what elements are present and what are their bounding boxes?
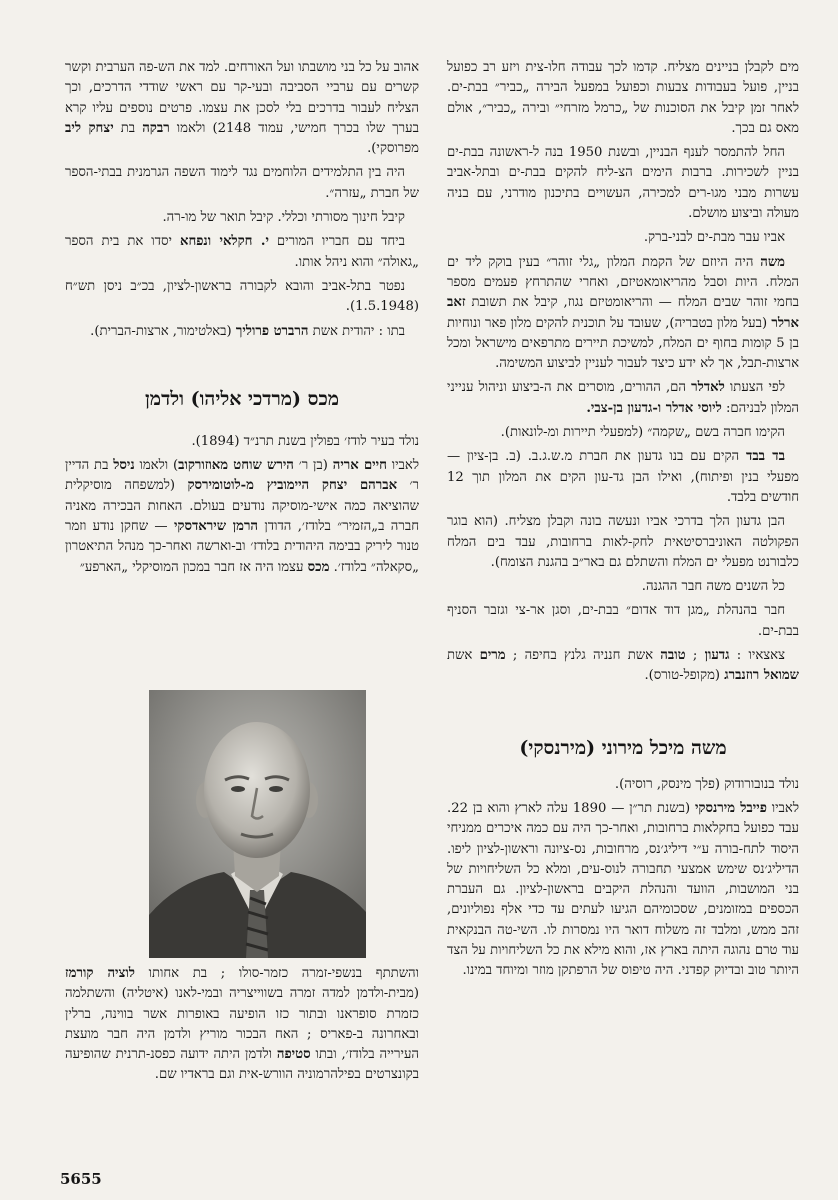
paragraph: הקימו חברה בשם „שקמה״ (למפעלי תיירות ומ-לונאות). bbox=[500, 425, 785, 441]
text: היה היוזם של הקמת המלון „גלי זוהר״ בעין בוקק ליד ים המלח. היות וסבל מהריאומאטיזם, ואחרי שהתרחץ פעמים מספר בחמי זוהר שבים המלח — והריאומטיזם נגוז, קיבל את תשובת bbox=[447, 254, 799, 311]
person-name: הרמן שיראדסקי bbox=[173, 519, 259, 535]
person-name: הירש שוחט מאוזורקוב bbox=[178, 458, 294, 474]
text: ) ולאמו bbox=[134, 458, 179, 474]
paragraph: כל השנים משה חבר ההגנה. bbox=[641, 579, 785, 595]
section-heading: משה מיכל מירוני (מירנסקי) bbox=[519, 736, 727, 759]
person-name: ליוסי אדלר ו-גדעון בן-צבי. bbox=[586, 400, 722, 416]
person-name: רבקה bbox=[142, 120, 170, 136]
paragraph bbox=[447, 799, 799, 982]
paragraph: נולד בעיר לודז׳ בפולין בשנת תרנ״ד (1894). bbox=[191, 433, 419, 449]
text: לפי הצעתו bbox=[724, 380, 785, 396]
paragraph bbox=[447, 378, 799, 419]
text: הקים עם בנו גדעון את חברת מ.ש.ג.ב. (ב. בן-ציון — מפעלי בנין ופיתוח), ואילו הבן גד-עון הקים את המלון תוך 12 חודשים בלבד. bbox=[447, 449, 799, 505]
text: והשתתף בנשפי-זמרה כזמר-סולו ; בת אחותו bbox=[134, 966, 419, 981]
person-name: מרים bbox=[479, 648, 506, 664]
text: הם, ההורים, מוסרים את ה-ביצוע וניהול ענייני המלון לבניהם: bbox=[447, 380, 799, 416]
text: ולדמן היתה ידועה כפסנ-תרנית שהופיעה בקונצרטים בפילהרמוניה הוורש-אית וגם בראדיו שם. bbox=[65, 1047, 419, 1083]
paragraph: נולד בנובורודוק (פלך מינסק, רוסיה). bbox=[614, 776, 799, 792]
person-name: פייבל מירנסקי bbox=[694, 800, 767, 816]
text: בתו : יהודית אשת bbox=[308, 323, 405, 339]
left-column-continuation bbox=[65, 964, 419, 1086]
person-name: מכס bbox=[307, 559, 330, 575]
paragraph bbox=[65, 58, 419, 159]
person-name: לוציה קורמז bbox=[65, 966, 135, 981]
label: צאצאיו : bbox=[729, 648, 786, 664]
paragraph bbox=[65, 232, 419, 273]
paragraph: אביו עבר מבת-ים לבני-ברק. bbox=[643, 230, 785, 246]
text: יסדו את בית הספר „גאולה״ והוא ניהל אותו. bbox=[65, 234, 419, 270]
left-column bbox=[65, 58, 419, 582]
paragraph: מים לקבלן בניינים מצליח. קדמו לכך עבודה חלו-צית ויזע רב כפועל בניין, פועל בעבודות צבעות וכפועל במפעל הבירה „כביר״ בבת-ים. לאחר זמן קיבל את הסוכנות של „כרמל מזרחי״ ובירה „כביר״, אולם מאס גם בכך. bbox=[447, 60, 799, 136]
text: (באלטימור, ארצות-הברית). bbox=[90, 323, 236, 339]
text: אשת חנניה גלנץ בחיפה ; bbox=[505, 648, 661, 664]
section-heading: מכס (מרדכי אליהו) ולדמן bbox=[144, 387, 340, 410]
person-name: זאב ארלר bbox=[447, 295, 799, 331]
text: אשת bbox=[447, 648, 480, 664]
text: ביחד עם חבריו המורים bbox=[268, 234, 405, 250]
text: עצמו היה אז חבר במכון המוסיקלי „הארפע״ bbox=[79, 559, 308, 575]
paragraph: היה בין התלמידים הלוחמים נגד לימוד השפה הגרמנית בבתי-הספר של חברת „עזרה״. bbox=[65, 165, 419, 201]
person-name: חיים אריה bbox=[332, 458, 387, 474]
person-name: סטיפה bbox=[276, 1047, 311, 1063]
text: לאביו bbox=[386, 458, 419, 474]
text: בת bbox=[113, 120, 143, 136]
paragraph bbox=[65, 964, 419, 1086]
person-name: גדעון bbox=[704, 648, 730, 664]
person-name: הרברט פרוליך bbox=[235, 323, 309, 339]
paragraph bbox=[447, 253, 799, 375]
paragraph bbox=[447, 447, 799, 508]
text: — שחקן נודע וזמר טנור ליריק בבימה היהודית בלודז׳ וב-וארשה ואחר-כך מנהל התיאטרון „סקאלה״ בלודז׳. bbox=[65, 519, 419, 575]
text: (בשנת תר״ן — 1890 עלה לארץ והוא בן 22. עבד כפועל בחקלאות ברחובות, ואחר-כך היה עם כמה איכרים ממניחי היסוד לתח-בורה ע״י דיליג׳נס, מרחובות, נס-ציונה וראשון-לציון ליפו. הדיליג׳נס שימש אמצעי תחבורה לנוס-עים, ומלא כל השליחויות של בני המושבות, הוועד והנהלת היקבים בראשון-לציון. גם העברת הכספים במזומנים, שסכומיהם הגיעו לעתים עד כדי אלף נפוליונים, זהב ממש, ומלבד זה משלוח דואר היו נמסרות לו. השי-טה הבנקאית עוד טרם נהוגה היתה בארץ אז, והוא מילא את כל השליחויות על הצד היותר טוב ובדיוק קפדני. היה טיפוס של הרפתקן מוזר ומיוחד במינו. bbox=[447, 800, 799, 979]
person-name: טובה bbox=[660, 648, 686, 664]
paragraph: חבר בהנהלת „מגן דוד אדום״ בבת-ים, וסגן אר-צי וגזבר הסניף בבת-ים. bbox=[447, 603, 799, 639]
emphasis: בד בבד bbox=[745, 449, 785, 465]
text: (מבית-ולדמן למדה זמרה בשווייצריה ובמי-לאנו (איטליה) והשתלמה כזמרת סופראנו ובתור כזו הופיעה באופרות אשר בווינה, ברלין ובאחרונה ב-פאריס ; האח הבכור מוריץ ולדמן היה חבר מועצת העירייה בלודז׳, ובתו bbox=[65, 986, 419, 1063]
paragraph bbox=[65, 456, 419, 578]
portrait-photo bbox=[149, 690, 366, 958]
paragraph: החל להתמסר לענף הבניין, ובשנת 1950 בנה ל-ראשונה בבת-ים בניין לשכירות. ברבות הימים הצ-ליח להקים בבת-ים ובתל-אביב עשרות מבני מגו-רים למכירה, העשויים בתיכנון מודרני, עם בניה מעולה וביצוע מושלם. bbox=[447, 145, 799, 222]
text: בת הדיין ר׳ bbox=[65, 458, 420, 494]
text: ; bbox=[685, 648, 705, 664]
text: (למשפחה מוסיקלית שהוציאה כמה אישי-מוסיקה נודעים בעולם. האחות הבכירה מאניה חברה ב„הזמיר״ בלודז׳, הדודן bbox=[65, 478, 419, 535]
paragraph: הבן גדעון הלך בדרכי אביו ונעשה בונה וקבלן מצליח. (הוא בוגר הפקולטה האוניברסיטאית לחק-לאות ברחובות, עבד בים המלח כלבורנט מפעלי ים המלח והשתלם גם באר״ב בהגנת הצומח). bbox=[447, 514, 799, 570]
right-column bbox=[447, 58, 799, 986]
paragraph: נפטר בתל-אביב והובא לקבורה בראשון-לציון, בכ״ב ניסן תש״ח (1.5.1948). bbox=[65, 278, 419, 315]
text: (בעל מלון בטבריה), שעובד על תוכנית להקים מלון פאר ונוחיות בן 5 קומות בחוף ים המלח, למשיכת תיירים מתרפאים מישראל ומכל ארצות-תבל, אך לא ידע כיצד לעבור לעניין לביצוע המשימה. bbox=[447, 315, 799, 372]
text: מפרוסקי). bbox=[367, 141, 419, 157]
page-number: 5655 bbox=[60, 1170, 102, 1188]
paragraph bbox=[447, 646, 799, 687]
person-name: יצחק ליב bbox=[65, 120, 114, 136]
text: (מקופל-טורס). bbox=[644, 668, 725, 684]
text: (בן ר׳ bbox=[293, 458, 333, 474]
person-name: משה bbox=[760, 254, 785, 270]
person-name: אברהם יצחק היימוביץ מ-לוטומירסק bbox=[187, 478, 398, 494]
person-name: שמואל רוזנברג bbox=[724, 668, 799, 684]
portrait-image bbox=[149, 690, 366, 958]
paragraph bbox=[65, 322, 419, 342]
paragraph: קיבל חינוך מסורתי וכללי. קיבל תואר של מו-רה. bbox=[162, 210, 405, 226]
person-name: לאדלר bbox=[691, 380, 725, 396]
person-name: ניסל bbox=[113, 458, 135, 474]
text: אהוב על כל בני מושבתו ועל האורחים. למד את הש-פה הערבית וקשר קשרים עם ערביי הסביבה ובעי-קר עם ראשי שודדי הדרכים, וכך הצליח לעבור בדרכים בלי לסכן את עצמו. פרטים נוספים עליו קרא בערך שלו בכרך חמישי, עמוד 2148) ולאמו bbox=[65, 60, 419, 136]
text: לאביו bbox=[766, 800, 800, 816]
person-name: י. חקלאי ונפחא bbox=[179, 234, 269, 250]
